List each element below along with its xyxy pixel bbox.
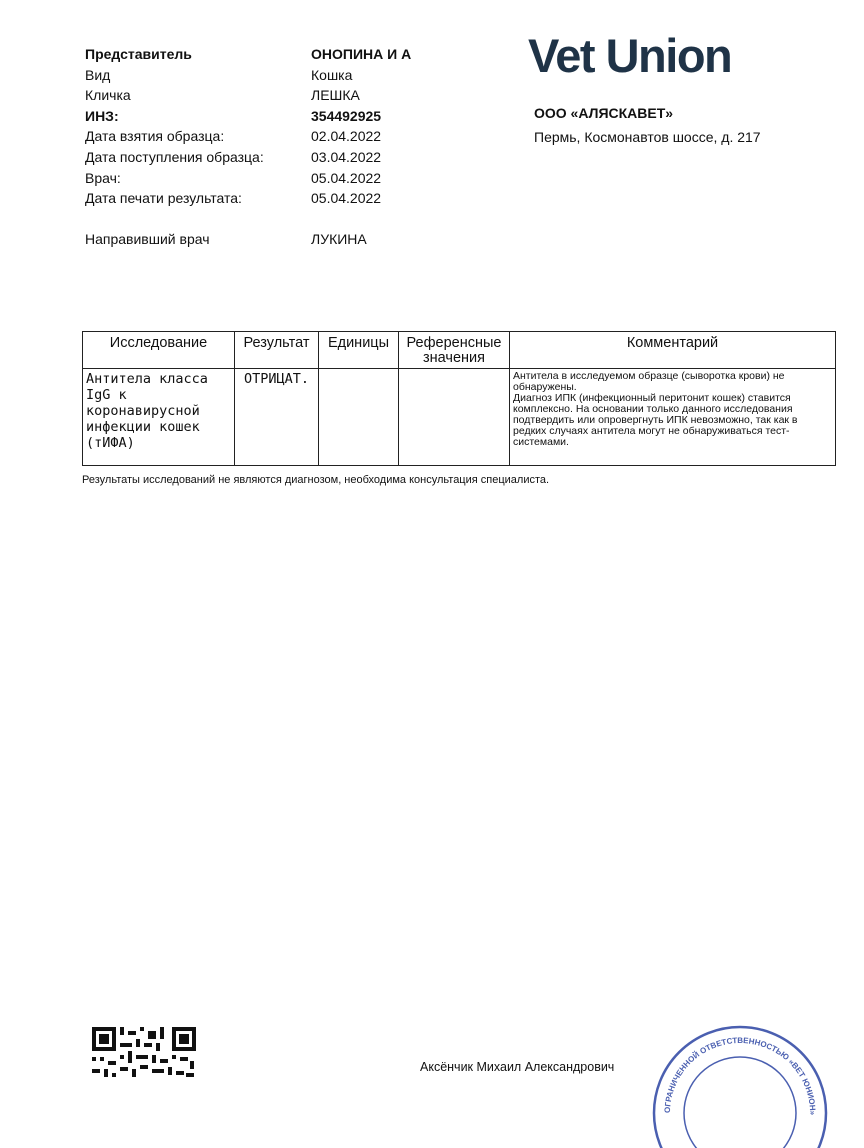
stamp-text: ОГРАНИЧЕННОЙ ОТВЕТСТВЕННОСТЬЮ «ВЕТ ЮНИОН» (662, 1035, 818, 1116)
cell-comment (510, 369, 836, 466)
inz-label: ИНЗ: (85, 107, 119, 124)
table-row (83, 369, 836, 466)
cell-result: ОТРИЦАТ. (235, 369, 319, 466)
cell-reference (399, 369, 510, 466)
doctor-value: 05.04.2022 (311, 169, 382, 186)
comment-line-1: Антитела в исследуемом образце (сыворотка крови) не обнаружены. (513, 370, 785, 393)
referring-doctor-value: ЛУКИНА (311, 230, 367, 247)
header-test: Исследование (83, 332, 235, 369)
patient-info-labels (85, 44, 264, 249)
received-date-label: Дата поступления образца: (85, 148, 264, 165)
referring-doctor-label: Направивший врач (85, 230, 210, 247)
sample-date-label: Дата взятия образца: (85, 128, 225, 145)
doctor-signature-name: Аксёнчик Михаил Александрович (420, 1060, 615, 1074)
species-value: Кошка (311, 66, 353, 83)
results-table (82, 331, 836, 466)
header-comment: Комментарий (510, 332, 836, 369)
header-units: Единицы (319, 332, 399, 369)
print-date-value: 05.04.2022 (311, 190, 382, 207)
comment-line-2: Диагноз ИПК (инфекционный перитонит кошек) ставится комплексно. На основании только данного исследования подтвердить или опровергнуть ИПК невозможно, так как в редких случаях антитела могут не обнаруживаться тест-системами. (513, 392, 798, 448)
qr-code (90, 1025, 198, 1080)
company-name: ООО «АЛЯСКАВЕТ» (534, 105, 674, 121)
sample-date-value: 02.04.2022 (311, 128, 382, 145)
disclaimer-text: Результаты исследований не являются диагнозом, необходима консультация специалиста. (82, 474, 550, 486)
name-label: Кличка (85, 87, 131, 104)
name-value: ЛЕШКА (311, 87, 360, 104)
cell-test: Антитела класса IgG к коронавирусной инфекции кошек (тИФА) (83, 369, 235, 466)
patient-info-values (311, 44, 411, 249)
cell-units (319, 369, 399, 466)
header-reference: Референсные значения (399, 332, 510, 369)
header-result: Результат (235, 332, 319, 369)
table-header-row (83, 332, 836, 369)
vet-union-logo: Vet Union (528, 29, 732, 82)
representative-label: Представитель (85, 46, 192, 62)
inz-value: 354492925 (311, 107, 382, 124)
species-label: Вид (85, 66, 111, 83)
company-address: Пермь, Космонавтов шоссе, д. 217 (534, 129, 761, 145)
svg-text:ОГРАНИЧЕННОЙ ОТВЕТСТВЕННОСТЬЮ (663, 1036, 817, 1116)
company-stamp-icon (640, 1018, 840, 1148)
doctor-label: Врач: (85, 169, 121, 186)
representative-value: ОНОПИНА И А (311, 46, 412, 62)
print-date-label: Дата печати результата: (85, 190, 242, 207)
received-date-value: 03.04.2022 (311, 148, 382, 165)
